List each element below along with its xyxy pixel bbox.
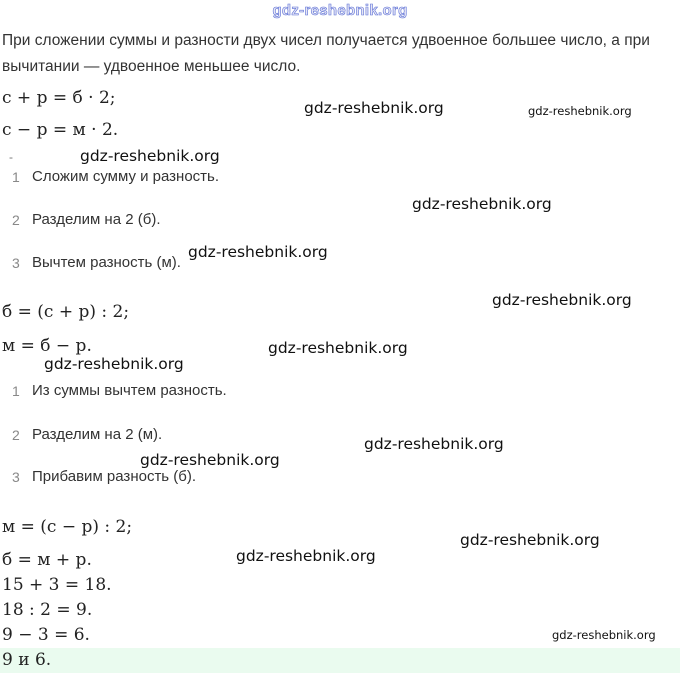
formula-larger-alt: б = м + р.	[2, 550, 92, 570]
watermark: gdz-reshebnik.org	[268, 339, 408, 357]
step-number: 1	[12, 169, 20, 185]
step-text: Вычтем разность (м).	[32, 254, 181, 271]
step-text: Разделим на 2 (м).	[32, 426, 163, 443]
step-number: 3	[12, 469, 20, 485]
watermark: gdz-reshebnik.org	[460, 531, 600, 549]
site-title[interactable]: gdz-reshebnik.org	[272, 2, 408, 19]
calculation-line: 15 + 3 = 18.	[2, 575, 112, 595]
step-number: 1	[12, 383, 20, 399]
step-text: Прибавим разность (б).	[32, 468, 197, 485]
watermark: gdz-reshebnik.org	[528, 104, 632, 118]
answer-highlight	[0, 648, 680, 673]
calculation-line: 9 − 3 = 6.	[2, 625, 90, 645]
watermark: gdz-reshebnik.org	[236, 547, 376, 565]
watermark: gdz-reshebnik.org	[304, 99, 444, 117]
step-number: 3	[12, 255, 20, 271]
watermark: gdz-reshebnik.org	[140, 451, 280, 469]
formula-difference: с − р = м · 2.	[2, 120, 119, 140]
step-text: Разделим на 2 (б).	[32, 211, 161, 228]
calculation-line: 18 : 2 = 9.	[2, 600, 93, 620]
step-text: Из суммы вычтем разность.	[32, 382, 227, 399]
watermark: gdz-reshebnik.org	[44, 355, 184, 373]
watermark: gdz-reshebnik.org	[364, 435, 504, 453]
formula-smaller: м = б − р.	[2, 336, 92, 356]
dash-marker: -	[9, 150, 13, 164]
step-text: Сложим сумму и разность.	[32, 168, 220, 185]
watermark: gdz-reshebnik.org	[80, 147, 220, 165]
formula-smaller-alt: м = (с − р) : 2;	[2, 517, 133, 537]
watermark: gdz-reshebnik.org	[188, 243, 328, 261]
formula-sum: с + р = б · 2;	[2, 88, 116, 108]
watermark: gdz-reshebnik.org	[492, 291, 632, 309]
step-number: 2	[12, 427, 20, 443]
formula-larger: б = (с + р) : 2;	[2, 302, 130, 322]
watermark: gdz-reshebnik.org	[412, 195, 552, 213]
watermark: gdz-reshebnik.org	[552, 628, 656, 642]
answer: 9 и 6.	[2, 650, 52, 670]
intro-text: При сложении суммы и разности двух чисел получается удвоенное большее число, а при вычитании — удвоенное меньшее число.	[2, 32, 650, 75]
step-number: 2	[12, 212, 20, 228]
